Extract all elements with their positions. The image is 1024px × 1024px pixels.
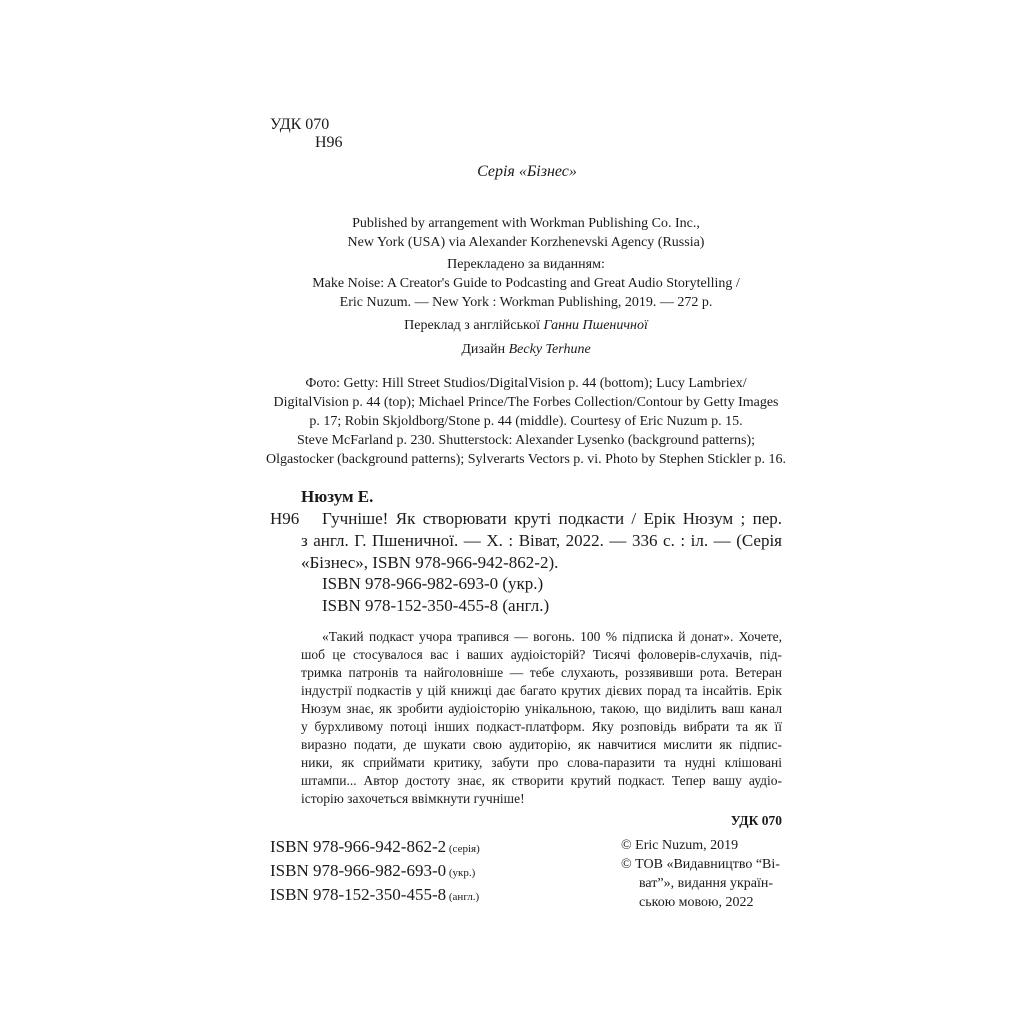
annotation-line: тримка патронів та найголовніше — тебе слухають, роззявивши рота. Ветеран (301, 665, 782, 680)
catalog-description (322, 508, 782, 530)
translated-from-label: Перекладено за виданням: (447, 257, 605, 272)
isbn-item (270, 836, 480, 860)
published-line: Published by arrangement with Workman Publishing Co. Inc., (352, 216, 700, 231)
photo-credit-line: Фото: Getty: Hill Street Studios/DigitalVision p. 44 (bottom); Lucy Lambriex/ (305, 376, 747, 391)
isbn-item (270, 884, 480, 908)
translated-from-line: Eric Nuzum. — New York : Workman Publishing, 2019. — 272 p. (339, 295, 713, 310)
udk-label: УДК 070 (270, 116, 330, 133)
published-by (270, 214, 782, 252)
annotation-line: у бурхливому потоці інших подкаст-платформ. Яку розповідь вибрати та як її (301, 719, 782, 734)
isbn-note: (англ.) (446, 891, 480, 903)
isbn-number: ISBN 978-152-350-455-8 (270, 885, 447, 904)
annotation-udk: УДК 070 (730, 813, 782, 828)
catalog-isbn (322, 573, 549, 617)
photo-credit-line: DigitalVision p. 44 (top); Michael Prince/The Forbes Collection/Contour by Getty Images (273, 395, 779, 410)
catalog-line: з англ. Г. Пшеничної. — Х. : Віват, 2022. — 336 с. : іл. — (Серія (301, 531, 782, 550)
design-prefix: Дизайн (461, 342, 509, 357)
annotation-line: ники, як сприймати критику, забути про слова-паразити та нудні клішовані (301, 755, 782, 770)
isbn-block (270, 836, 480, 908)
translated-from (270, 255, 782, 312)
annotation-line: штампи... Автор достоту знає, як створити крутий подкаст. Тепер вашу аудіо- (301, 773, 782, 788)
photo-credits (260, 374, 792, 469)
translated-from-line: Make Noise: A Creator's Guide to Podcasting and Great Audio Storytelling / (312, 276, 740, 291)
isbn-note: (укр.) (446, 867, 476, 879)
catalog-isbn-line: ISBN 978-152-350-455-8 (англ.) (322, 596, 550, 615)
copyright-line: ват”», видання україн- (639, 876, 774, 891)
udk-index: Н96 (315, 134, 343, 151)
annotation-cont (301, 646, 782, 808)
translator-name: Ганни Пшеничної (543, 318, 648, 333)
catalog-description-cont (301, 530, 782, 574)
photo-credit-line: Steve McFarland p. 230. Shutterstock: Alexander Lysenko (background patterns); (296, 433, 755, 448)
translator-line (270, 316, 782, 335)
design-line (270, 340, 782, 359)
catalog-line: Гучніше! Як створювати круті подкасти / Ерік Нюзум ; пер. (322, 509, 782, 528)
annotation-line: Нюзум знає, як зробити аудіоісторію унікальною, такою, що виділить ваш канал (301, 701, 782, 716)
isbn-note: (серія) (446, 843, 480, 855)
published-line: New York (USA) via Alexander Korzhenevski Agency (Russia) (347, 235, 705, 250)
catalog-index: Н96 (270, 509, 300, 528)
series-title: Серія «Бізнес» (477, 163, 577, 180)
translator-prefix: Переклад з англійської (404, 318, 544, 333)
annotation-line: «Такий подкаст учора трапився — вогонь. 100 % підписка й донат». Хочете, (322, 629, 782, 644)
isbn-item (270, 860, 480, 884)
copyright-line: © ТОВ «Видавництво “Ві- (621, 857, 780, 872)
copyright-line: ською мовою, 2022 (639, 895, 754, 910)
photo-credit-line: Olgastocker (background patterns); Sylverarts Vectors p. vi. Photo by Stephen Stickler p. 16. (266, 452, 786, 467)
annotation-line: історію захочеться ввімкнути гучніше! (301, 791, 525, 806)
isbn-number: ISBN 978-966-942-862-2 (270, 837, 447, 856)
annotation-line: виразно подати, де шукати свою аудиторію, як навчитися мислити як підпис- (301, 737, 782, 752)
annotation (322, 628, 782, 646)
copyright-block (621, 836, 780, 912)
catalog-author: Нюзум Е. (301, 487, 374, 506)
udk-block (270, 116, 343, 152)
annotation-line: шоб це стосувалося вас і ваших аудіоісторій? Тисячі фоловерів-слухачів, під- (301, 647, 782, 662)
photo-credit-line: p. 17; Robin Skjoldborg/Stone p. 44 (middle). Courtesy of Eric Nuzum p. 15. (309, 414, 743, 429)
catalog-isbn-line: ISBN 978-966-982-693-0 (укр.) (322, 574, 544, 593)
catalog-line: «Бізнес», ISBN 978-966-942-862-2). (301, 553, 559, 572)
design-name: Becky Terhune (508, 342, 591, 357)
isbn-number: ISBN 978-966-982-693-0 (270, 861, 447, 880)
annotation-line: індустрії подкастів у цій книжці дає багато крутих дієвих порад та інсайтів. Ерік (301, 683, 782, 698)
copyright-line: © Eric Nuzum, 2019 (621, 838, 739, 853)
